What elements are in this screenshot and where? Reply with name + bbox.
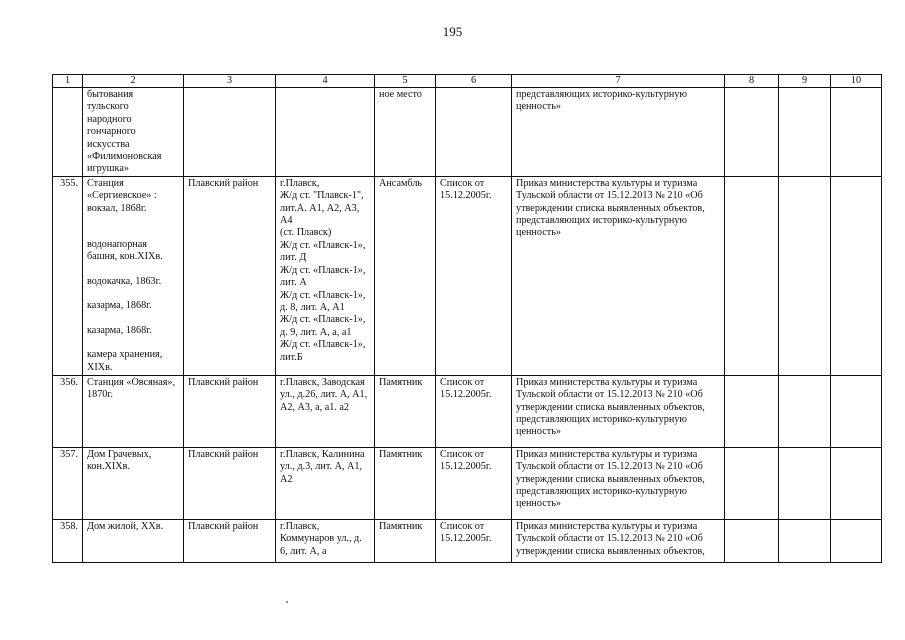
table-row <box>53 375 882 447</box>
empty-cell <box>725 176 779 375</box>
row-number: 357. <box>53 447 83 519</box>
column-header: 5 <box>375 75 436 88</box>
list-date: Список от 15.12.2005г. <box>436 447 512 519</box>
object-name-line: гончарного <box>87 126 136 138</box>
empty-cell <box>779 447 831 519</box>
empty-cell <box>831 447 882 519</box>
column-header: 7 <box>512 75 725 88</box>
category: Памятник <box>375 447 436 519</box>
column-header: 4 <box>276 75 375 88</box>
object-name <box>83 88 184 177</box>
table-row <box>53 88 882 177</box>
list-date: Список от 15.12.2005г. <box>436 519 512 562</box>
object-name-part: казарма, 1868г. <box>87 300 152 312</box>
object-name-part: казарма, 1868г. <box>87 324 152 336</box>
scan-speck <box>286 601 288 603</box>
list-date: Список от 15.12.2005г. <box>436 375 512 447</box>
object-name-line: «Филимоновская <box>87 151 162 163</box>
row-number: 358. <box>53 519 83 562</box>
column-header: 6 <box>436 75 512 88</box>
empty-cell <box>725 447 779 519</box>
column-header: 8 <box>725 75 779 88</box>
column-header: 9 <box>779 75 831 88</box>
object-name: Дом Грачевых, кон.XIXв. <box>83 447 184 519</box>
legal-document: Приказ министерства культуры и туризма Тульской области от 15.12.2013 № 210 «Об утверждении списка выявленных объектов, представляющих историко-культурную ценность» <box>512 176 725 375</box>
empty-cell <box>779 519 831 562</box>
empty-cell <box>725 375 779 447</box>
legal-document: представляющих историко-культурную ценность» <box>512 88 725 177</box>
legal-document: Приказ министерства культуры и туризма Тульской области от 15.12.2013 № 210 «Об утверждении списка выявленных объектов, <box>512 519 725 562</box>
object-name-line: искусства <box>87 138 130 150</box>
district: Плавский район <box>184 375 276 447</box>
district: Плавский район <box>184 519 276 562</box>
object-name-part: водокачка, 1863г. <box>87 275 162 287</box>
object-name-line: бытования <box>87 89 134 100</box>
table-row <box>53 519 882 562</box>
row-number <box>53 88 83 177</box>
column-header: 10 <box>831 75 882 88</box>
address: г.Плавск, Заводская ул., д.26, лит. А, А1, А2, А3, а, а1. а2 <box>276 375 375 447</box>
category: ное место <box>375 88 436 177</box>
column-header: 2 <box>83 75 184 88</box>
object-name-part: водонапорная башня, кон.XIXв. <box>87 239 163 263</box>
object-name-part: камера хранения, XIXв. <box>87 349 163 373</box>
heritage-registry-table <box>52 74 882 563</box>
page-number: 195 <box>442 24 463 39</box>
object-name: Дом жилой, XXв. <box>83 519 184 562</box>
legal-document: Приказ министерства культуры и туризма Тульской области от 15.12.2013 № 210 «Об утверждении списка выявленных объектов, представляющих историко-культурную ценность» <box>512 447 725 519</box>
empty-cell <box>779 176 831 375</box>
object-name-part: Станция «Сергиевское» : вокзал, 1868г. <box>87 177 157 214</box>
object-name: Станция «Овсяная», 1870г. <box>83 375 184 447</box>
empty-cell <box>831 176 882 375</box>
list-date <box>436 88 512 177</box>
table-row <box>53 447 882 519</box>
district <box>184 88 276 177</box>
object-name-line: игрушка» <box>87 163 129 175</box>
empty-cell <box>725 88 779 177</box>
object-name-line: тульского <box>87 101 129 113</box>
column-header: 1 <box>53 75 83 88</box>
address-text: г.Плавск, Ж/д ст. "Плавск-1", лит.А. А1, А2, А3, А4 (ст. Плавск) Ж/д ст. «Плавск-1», лит. Д Ж/д ст. «Плавск-1», лит. А Ж/д ст. «Плавск-1», д. 8, лит. А, А1 Ж/д ст. «Плавск-1», д. 9, лит. А, а, а1 Ж/д ст. «Плавск-1», лит.Б <box>280 177 366 363</box>
category: Памятник <box>375 375 436 447</box>
district: Плавский район <box>184 447 276 519</box>
object-name <box>83 176 184 375</box>
empty-cell <box>831 88 882 177</box>
legal-document: Приказ министерства культуры и туризма Тульской области от 15.12.2013 № 210 «Об утверждении списка выявленных объектов, представляющих историко-культурную ценность» <box>512 375 725 447</box>
address: г.Плавск, Коммунаров ул., д. 6, лит. А, а <box>276 519 375 562</box>
table-row <box>53 176 882 375</box>
row-number: 356. <box>53 375 83 447</box>
district: Плавский район <box>184 176 276 375</box>
address <box>276 176 375 375</box>
empty-cell <box>831 519 882 562</box>
address: г.Плавск, Калинина ул., д.3, лит. А, А1, А2 <box>276 447 375 519</box>
column-header-row <box>53 75 882 88</box>
category: Памятник <box>375 519 436 562</box>
empty-cell <box>725 519 779 562</box>
row-number: 355. <box>53 176 83 375</box>
empty-cell <box>831 375 882 447</box>
empty-cell <box>779 88 831 177</box>
list-date: Список от 15.12.2005г. <box>436 176 512 375</box>
category: Ансамбль <box>375 176 436 375</box>
empty-cell <box>779 375 831 447</box>
address <box>276 88 375 177</box>
object-name-line: народного <box>87 113 132 125</box>
column-header: 3 <box>184 75 276 88</box>
